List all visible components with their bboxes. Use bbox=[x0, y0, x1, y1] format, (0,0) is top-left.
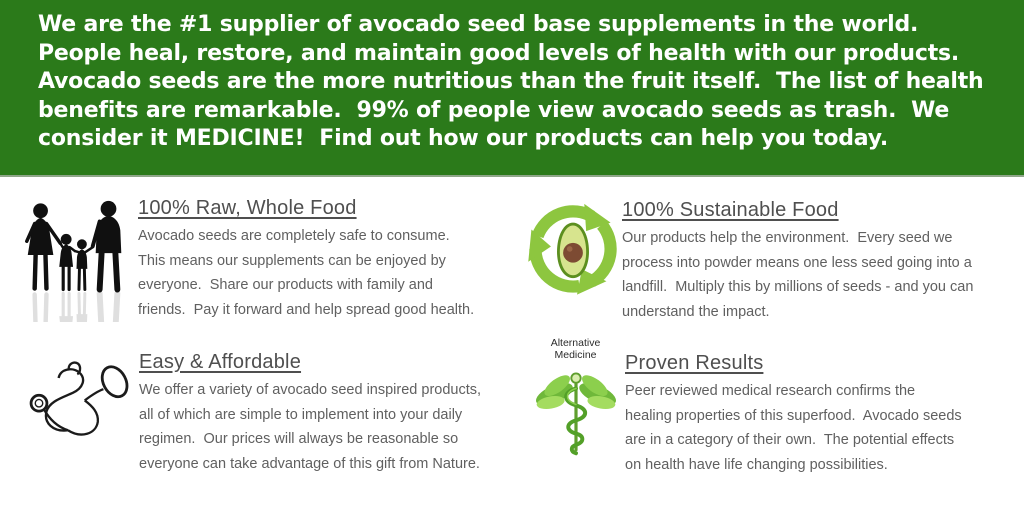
hero-banner-text: We are the #1 supplier of avocado seed base supplements in the world. People heal, restore, and maintain good levels of health with our products. Avocado seeds are the more nutritious than the fruit itself. The list of health benefits are remarkable. 99% of people view avocado seeds as trash. We consider it MEDICINE! Find out how our products can help you today. bbox=[38, 12, 991, 151]
stethoscope-dollar-icon bbox=[24, 350, 138, 462]
feature-body: Our products help the environment. Every seed we process into powder means one less seed going into a landfill. Multiply this by millions of seeds - and you can understand the impact. bbox=[622, 230, 978, 320]
feature-title: Easy & Affordable bbox=[139, 351, 302, 373]
feature-body: We offer a variety of avocado seed inspired products, all of which are simple to implement into your daily regimen. Our prices will always be reasonable so everyone can take advantage of this gift from Nature. bbox=[139, 382, 486, 472]
feature-proven-results bbox=[625, 352, 969, 477]
alternative-medicine-caption: Alternative Medicine bbox=[550, 337, 601, 361]
feature-body: Peer reviewed medical research confirms the healing properties of this superfood. Avocado seeds are in a category of their own. The potential effects on health have life changing possibilities. bbox=[625, 383, 966, 473]
feature-title: Proven Results bbox=[625, 352, 764, 374]
caduceus-icon bbox=[527, 337, 624, 463]
feature-body: Avocado seeds are completely safe to consume. This means our supplements can be enjoyed by everyone. Share our products with family and friends. Pay it forward and help spread good health. bbox=[138, 228, 475, 318]
feature-sustainable-food bbox=[622, 199, 978, 324]
hero-banner bbox=[0, 0, 1024, 177]
feature-title: 100% Raw, Whole Food bbox=[138, 197, 357, 219]
feature-title: 100% Sustainable Food bbox=[622, 199, 839, 221]
recycle-avocado-icon bbox=[526, 198, 620, 300]
family-icon bbox=[16, 194, 136, 322]
feature-raw-whole-food bbox=[138, 197, 480, 322]
feature-easy-affordable bbox=[139, 351, 487, 476]
